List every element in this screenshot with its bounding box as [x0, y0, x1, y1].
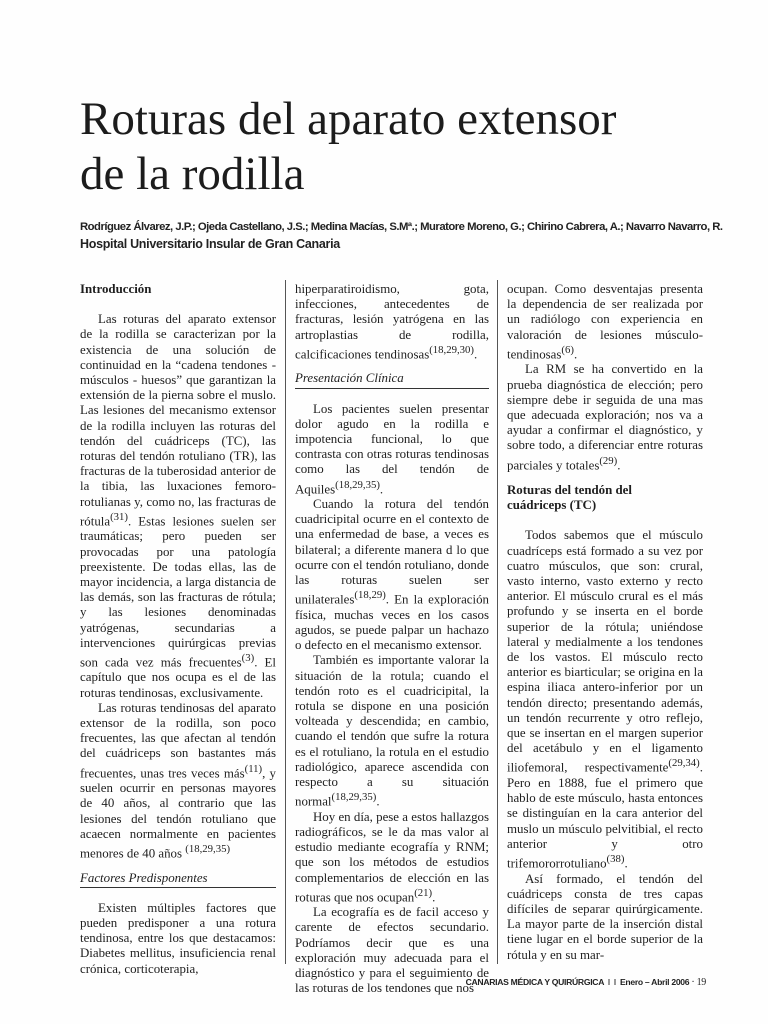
paragraph-text: También es importante valorar la situación de la rotula; cuando el tendón roto es el cuadricipital, la rotula se dispone en una posición volteada y descendida; en cambio, cuando el tendón que sufre la rotura es el rotuliano, la rotula en el estudio radiológico, aparece ascendida con respecto a su situación normal: [295, 653, 489, 809]
paragraph: [507, 872, 703, 963]
section-heading-introduccion: Introducción: [80, 282, 152, 296]
paragraph-text: Todos sabemos que el músculo cuadríceps está formado a su vez por cuatro músculos, que son: crural, vasto interno, vasto externo y recto anterior. El músculo crural es el más profundo y se inserta en el borde superior de la rótula; uniéndose lateral y medialmente a los tendones de los vastos. El músculo recto anterior es biarticular; se origina en la espina iliaca antero-inferior por un tendón directo; presentando además, un tendón recurrente y otro reflejo, que se insertan en el margen superior del acetábulo y en el ligamento iliofemoral, respectivamente: [507, 528, 703, 775]
journal-name: CANARIAS MÉDICA Y QUIRÚRGICA: [465, 977, 604, 987]
column-1: [80, 282, 276, 977]
paragraph-text: Hoy en día, pese a estos hallazgos radiográficos, se le da mas valor al estudio mediante ecografía y RNM; que son los métodos de estudios complementarios de elección en las roturas que nos ocupan: [295, 809, 489, 904]
paragraph-text: La RM se ha convertido en la prueba diagnóstica de elección; pero siempre debe ir seguida de una mas que adecuada exploración; nos va a ayudar a confirmar el diagnóstico, y sobre todo, a diferenciar entre roturas parciales y totales: [507, 362, 703, 472]
paragraph-text: La ecografía es de facil acceso y carente de efectos secundario. Podríamos decir que es una exploración muy adecuada para el diagnóstico y para el seguimiento de las roturas de los tendones que nos: [295, 905, 489, 996]
paragraph: Todos sabemos que el músculo cuadríceps está formado a su vez por cuatro músculos, que son: crural, vasto interno, vasto externo y recto anterior. El músculo crural es el más profundo y se inserta en el borde superior de la rótula; uniéndose lateral y medialmente a los tendones de los vastos. El músculo recto anterior es biarticular; se origina en la espina iliaca antero-inferior por un tendón directo; presentando además, un tendón recurrente y otro reflejo, que se insertan en el margen superior del acetábulo y en el ligamento iliofemoral, respectivamente$^{(29,34)}$. Pero en 1888, fue el primero que hablo de este músculo, hasta entonces se distinguían en la cara anterior del muslo un músculo pelvitibial, el recto anterior y otro trifemororrotuliano$^{(38)}$.: [507, 528, 703, 871]
citation: (29,34): [668, 757, 700, 770]
column-2: [295, 282, 489, 996]
citation: (18,29,30): [429, 343, 475, 356]
heading-line: Roturas del tendón del: [507, 483, 632, 498]
affiliation-line: Hospital Universitario Insular de Gran Canaria: [80, 237, 340, 251]
column-3: [507, 282, 703, 963]
citation: (3): [241, 651, 255, 664]
citation: (6): [561, 343, 574, 356]
citation: (21): [414, 886, 433, 899]
title-line-2: de la rodilla: [80, 148, 305, 200]
paragraph-text: Las roturas del aparato extensor de la rodilla se caracterizan por la existencia de una solución de continuidad en la “cadena tendones - músculos - huesos” que garantizan la extensión de la pierna sobre el muslo. Las lesiones del mecanismo extensor de la rodilla incluyen las roturas del tendón del cuádriceps (TC), las roturas del tendón rotuliano (TR), las fracturas de la tuberosidad anterior de la tibia, las luxaciones femoro-rotulianas y, como no, las fracturas de rótula: [80, 312, 276, 529]
paragraph: [80, 701, 276, 862]
paragraph-text: Las roturas tendinosas del aparato extensor de la rodilla, son poco frecuentes, las que afectan al tendón del cuádriceps son bastantes más frecuentes, unas tres veces más: [80, 700, 276, 780]
paragraph: Hoy en día, pese a estos hallazgos radiográficos, se le da mas valor al estudio mediante ecografía y RNM; que son los métodos de estudios complementarios de elección en las roturas que nos ocupan$^{(21)}$.: [295, 809, 489, 904]
paragraph: También es importante valorar la situación de la rotula; cuando el tendón roto es el cuadricipital, la rotula se dispone en una posición volteada y descendida; en cambio, cuando el tendón que sufre la rotura es el rotuliano, la rotula en el estudio radiológico, aparece ascendida con respecto a su situación normal$^{(18,29,35)}$.: [295, 653, 489, 809]
paragraph-text: Así formado, el tendón del cuádriceps consta de tres capas difíciles de separar quirúrgicamente. La mayor parte de la inserción distal tiene lugar en el borde superior de la rótula y en su mar-: [507, 871, 703, 962]
paragraph-text: . Estas lesiones suelen ser traumáticas; pero pueden ser provocadas por una patología preexistente. De todas ellas, las de mayor incidencia, a larga distancia de las demás, son las fracturas de rótula; y las lesiones denominadas yatrógenas, secundarias a intervenciones quirúrgicas previas son cada vez más frecuentes: [80, 514, 276, 670]
paragraph: [80, 901, 276, 977]
citation: (29): [599, 454, 618, 467]
paragraph-text: Existen múltiples factores que pueden predisponer a una rotura tendinosa, entre los que destacamos: Diabetes mellitus, insuficiencia renal crónica, corticoterapia,: [80, 900, 276, 976]
citation: (18,29,35): [335, 478, 380, 491]
citation: (18,29,35): [331, 791, 377, 804]
section-heading-roturas-tc: [507, 483, 703, 513]
paragraph: La RM se ha convertido en la prueba diagnóstica de elección; pero siempre debe ir seguida de una mas que adecuada exploración; nos va a ayudar a confirmar el diagnóstico, y sobre todo, a diferenciar entre roturas parciales y totales$^{(29)}$.: [507, 362, 703, 472]
paragraph: Los pacientes suelen presentar dolor agudo en la rodilla e impotencia funcional, lo que contrasta con otras roturas tendinosas como las del tendón de Aquiles$^{(18,29,35)}$.: [295, 401, 489, 496]
citation: (38): [606, 853, 625, 865]
paragraph: hiperparatiroidismo, gota, infecciones, antecedentes de fracturas, lesión yatrógena en las artroplastias de rodilla, calcificaciones tendinosas$^{(18,29,30)}$.: [295, 282, 489, 362]
citation: (18,29): [354, 589, 386, 602]
paragraph-text: . El capítulo que nos ocupa es el de las roturas tendinosas, exclusivamente.: [80, 655, 276, 700]
paragraph: [80, 312, 276, 701]
paragraph-text: . Pero en 1888, fue el primero que hablo de este músculo, hasta entonces se distinguían en la cara anterior del muslo un músculo pelvitibial, el recto anterior y otro trifemororrotuliano: [507, 760, 703, 871]
article-title: [80, 92, 720, 202]
paragraph-text: Los pacientes suelen presentar dolor agudo en la rodilla e impotencia funcional, lo que contrasta con otras roturas tendinosas como las del tendón de Aquiles: [295, 401, 489, 496]
page-footer: CANARIAS MÉDICA Y QUIRÚRGICA Enero – Abril 2006 · 19: [465, 977, 706, 988]
paragraph: [295, 497, 489, 653]
page-number: 19: [696, 977, 706, 988]
paragraph-text: ocupan. Como desventajas presenta la dependencia de ser realizada por un radiólogo con experiencia en valoración de lesiones músculo-tendinosas: [507, 282, 703, 362]
citation: (31): [110, 510, 128, 523]
column-divider-left: [285, 280, 286, 964]
authors-line: Rodríguez Álvarez, J.P.; Ojeda Castellano, J.S.; Medina Macías, S.Mª.; Muratore Moreno, G.; Chirino Cabrera, A.; Navarro Navarro, R.: [80, 221, 723, 233]
citation: (18,29,35): [185, 843, 231, 855]
paragraph-text: . En la exploración física, muchas veces en los casos agudos, se puede palpar un hachazo o defecto en el mecanismo extensor.: [295, 592, 489, 653]
paragraph: ocupan. Como desventajas presenta la dependencia de ser realizada por un radiólogo con experiencia en valoración de lesiones músculo-tendinosas$^{(6)}$.: [507, 282, 703, 362]
paragraph-text: hiperparatiroidismo, gota, infecciones, antecedentes de fracturas, lesión yatrógena en las artroplastias de rodilla, calcificaciones tendinosas: [295, 282, 489, 362]
subsection-heading-presentacion: Presentación Clínica: [295, 371, 489, 388]
footer-separator-icon: [608, 979, 616, 985]
column-divider-right: [497, 280, 498, 964]
subsection-heading-factores: Factores Predisponentes: [80, 871, 276, 888]
paragraph-text: , y suelen ocurrir en personas mayores de 40 años, al contrario que las lesiones del tendón rotuliano que acaecen normalmente en pacientes menores de 40 años: [80, 765, 276, 861]
paragraph: [295, 905, 489, 996]
title-line-1: Roturas del aparato extensor: [80, 93, 617, 145]
heading-line: cuádriceps (TC): [507, 498, 597, 513]
citation: (11): [244, 762, 263, 775]
paragraph-text: Cuando la rotura del tendón cuadricipital ocurre en el contexto de una enfermedad de base, a veces es bilateral; a diferente manera d lo que ocurre con el tendón rotuliano, donde las roturas suelen ser unilaterales: [295, 497, 489, 607]
issue-date: Enero – Abril 2006: [619, 977, 690, 987]
